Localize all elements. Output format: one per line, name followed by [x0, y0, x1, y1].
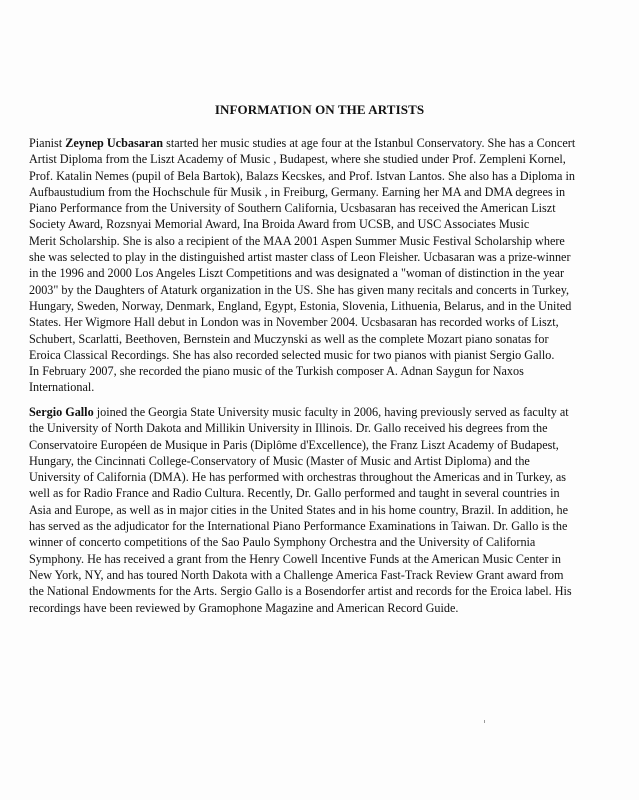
- bio-line: University of California (DMA). He has performed with orchestras throughout the Americas and in Turkey, as: [29, 470, 567, 485]
- bio-line: Society Award, Rozsnyai Memorial Award, Ina Broida Award from UCSB, and USC Associates Music: [29, 217, 530, 232]
- bio-line: Asia and Europe, as well as in major cities in the United States and in his home country, Brazil. In addition, he: [29, 502, 569, 517]
- artist-bio-zeynep-ucbasaran: [29, 135, 613, 396]
- bio-line: [29, 404, 613, 420]
- bio-line: Symphony. He has received a grant from the Henry Cowell Incentive Funds at the American Music Center in: [29, 551, 561, 566]
- artist-name-zeynep-ucbasaran: Zeynep Ucbasaran: [65, 136, 164, 150]
- bio-line: New York, NY, and has toured North Dakota with a Challenge America Fast-Track Review Grant award from: [29, 567, 564, 582]
- bio-line: 2003" by the Daughters of Ataturk organization in the US. She has given many recitals and concerts in Turkey,: [29, 282, 570, 297]
- bio-line: Schubert, Scarlatti, Beethoven, Bernstein and Muczynski as well as the complete Mozart piano sonatas for: [29, 331, 549, 346]
- bio-line: Aufbaustudium from the Hochschule für Musik , in Freiburg, Germany. Earning her MA and DMA degrees in: [29, 184, 566, 199]
- bio-line: the University of North Dakota and Millikin University in Illinois. Dr. Gallo received his degrees from the: [29, 421, 548, 436]
- artist-bio-sergio-gallo: [29, 404, 613, 616]
- bio-line: In February 2007, she recorded the piano music of the Turkish composer A. Adnan Saygun for Naxos: [29, 364, 524, 379]
- bio-line: International.: [29, 380, 95, 395]
- bio-line: has served as the adjudicator for the International Piano Performance Examinations in Taiwan. Dr. Gallo is the: [29, 519, 568, 534]
- page-title: INFORMATION ON THE ARTISTS: [214, 102, 425, 117]
- bio-line: recordings have been reviewed by Gramophone Magazine and American Record Guide.: [29, 600, 459, 615]
- bio-line: in the 1996 and 2000 Los Angeles Liszt Competitions and was designated a "woman of distinction in the year: [29, 266, 565, 281]
- bio-line: the National Endowments for the Arts. Sergio Gallo is a Bosendorfer artist and records for the Eroica label. His: [29, 584, 572, 599]
- bio-line: Artist Diploma from the Liszt Academy of Music , Budapest, where she studied under Prof. Zempleni Kornel,: [29, 152, 566, 167]
- bio-line: Piano Performance from the University of Southern California, Ucsbasaran has received the American Liszt: [29, 201, 556, 216]
- bio-text: started her music studies at age four at the Istanbul Conservatory. She has a Concert: [163, 136, 576, 150]
- bio-prefix: Pianist: [29, 136, 66, 150]
- bio-line: States. Her Wigmore Hall debut in London was in November 2004. Ucsbasaran has recorded works of Liszt,: [29, 315, 559, 330]
- bio-line: Conservatoire Européen de Musique in Paris (Diplôme d'Excellence), the Franz Liszt Academy of Budapest,: [29, 437, 559, 452]
- bio-line: winner of concerto competitions of the Sao Paulo Symphony Orchestra and the University of California: [29, 535, 536, 550]
- bio-text: joined the Georgia State University music faculty in 2006, having previously served as faculty at: [93, 405, 569, 419]
- bio-line: Prof. Katalin Nemes (pupil of Bela Bartok), Balazs Kecskes, and Prof. Istvan Lantos. She also has a Diploma in: [29, 168, 575, 183]
- scan-speck: [484, 720, 485, 723]
- bio-line: Eroica Classical Recordings. She has also recorded selected music for two pianos with pianist Sergio Gallo.: [29, 347, 555, 362]
- bio-line: Hungary, Sweden, Norway, Denmark, England, Egypt, Estonia, Slovenia, Lithuenia, Belarus, and in the United: [29, 298, 572, 313]
- bio-line: [29, 135, 613, 151]
- bio-line: she was selected to play in the distinguished artist master class of Leon Fleisher. Ucbasaran was a prize-winner: [29, 250, 571, 265]
- bio-line: Hungary, the Cincinnati College-Conservatory of Music (Master of Music and Artist Diploma) and the: [29, 453, 530, 468]
- artist-name-sergio-gallo: Sergio Gallo: [29, 405, 94, 419]
- bio-line: well as for Radio France and Radio Cultura. Recently, Dr. Gallo performed and taught in several countries in: [29, 486, 560, 501]
- bio-line: Merit Scholarship. She is also a recipient of the MAA 2001 Aspen Summer Music Festival Scholarship where: [29, 233, 565, 248]
